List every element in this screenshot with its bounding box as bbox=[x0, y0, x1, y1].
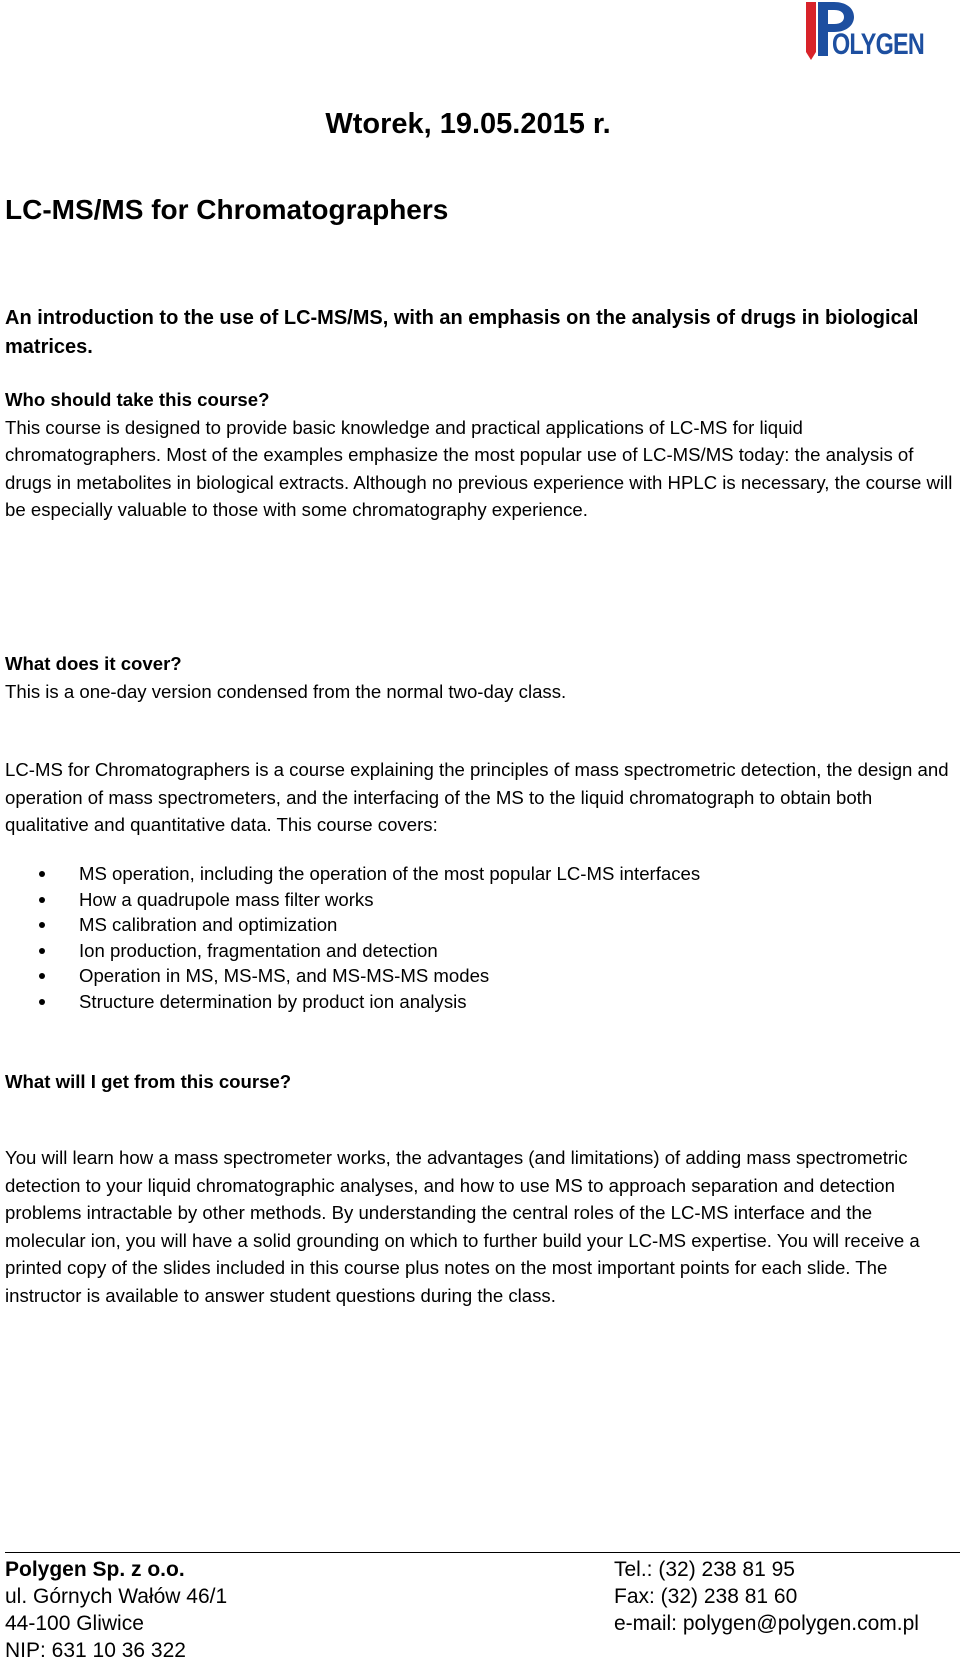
polygen-logo bbox=[804, 2, 924, 64]
section-who-heading: Who should take this course? bbox=[5, 389, 270, 410]
list-item-text: MS calibration and optimization bbox=[79, 914, 338, 936]
list-item bbox=[0, 963, 900, 989]
section-get-body: You will learn how a mass spectrometer works, the advantages (and limitations) of adding mass spectrometric detection to your liquid chromatographic analyses, and how to use MS to approach separation and detection problems intractable by other methods. By understanding the central roles of the LC-MS interface and the molecular ion, you will have a solid grounding on which to further build your LC-MS expertise. You will receive a printed copy of the slides included in this course plus notes on the most important points for each slide. The instructor is available to answer student questions during the class. bbox=[5, 1147, 920, 1306]
footer-divider bbox=[5, 1552, 960, 1553]
list-item bbox=[0, 912, 900, 938]
list-item bbox=[0, 861, 900, 887]
section-cover-intro: LC-MS for Chromatographers is a course explaining the principles of mass spectrometric detection, the design and operation of mass spectrometers, and the interfacing of the MS to the liquid chromatograph to obtain both qualitative and quantitative data. This course covers: bbox=[5, 759, 949, 835]
list-item bbox=[0, 989, 900, 1015]
footer-tel: Tel.: (32) 238 81 95 bbox=[614, 1558, 795, 1581]
section-cover bbox=[5, 650, 955, 705]
section-get-heading: What will I get from this course? bbox=[5, 1071, 292, 1092]
document-date bbox=[0, 108, 960, 141]
footer-email[interactable]: e-mail: polygen@polygen.com.pl bbox=[614, 1612, 919, 1635]
list-item bbox=[0, 887, 900, 913]
bullet-icon bbox=[39, 973, 45, 979]
logo-wordmark: OLYGEN bbox=[832, 28, 924, 61]
list-item-text: Operation in MS, MS-MS, and MS-MS-MS modes bbox=[79, 965, 490, 987]
bullet-icon bbox=[39, 999, 45, 1005]
footer-contact bbox=[614, 1556, 919, 1637]
list-item-text: MS operation, including the operation of the most popular LC-MS interfaces bbox=[79, 863, 701, 884]
bullet-icon bbox=[39, 871, 45, 877]
bullet-icon bbox=[39, 897, 45, 903]
section-cover-body: This is a one-day version condensed from the normal two-day class. bbox=[5, 680, 567, 702]
course-subtitle: An introduction to the use of LC-MS/MS, with an emphasis on the analysis of drugs in biological matrices. bbox=[5, 307, 919, 358]
footer-street: ul. Górnych Wałów 46/1 bbox=[5, 1585, 228, 1608]
bullet-icon bbox=[39, 922, 45, 928]
footer-address bbox=[5, 1556, 227, 1664]
footer-city: 44-100 Gliwice bbox=[5, 1612, 144, 1635]
course-title: LC-MS/MS for Chromatographers bbox=[5, 194, 449, 225]
footer-nip: NIP: 631 10 36 322 bbox=[5, 1639, 186, 1662]
list-item bbox=[0, 938, 900, 964]
section-who-body: This course is designed to provide basic knowledge and practical applications of LC-MS for liquid chromatographers. Most of the examples emphasize the most popular use of LC-MS/MS today: the analysis of drugs in metabolites in biological extracts. Although no previous experience with HPLC is necessary, the course will be especially valuable to those with some chromatography experience. bbox=[5, 416, 953, 520]
section-cover-heading: What does it cover? bbox=[5, 653, 182, 674]
footer-company: Polygen Sp. z o.o. bbox=[5, 1558, 185, 1581]
date-text: Wtorek, 19.05.2015 r. bbox=[325, 108, 611, 140]
list-item-text: Ion production, fragmentation and detection bbox=[79, 939, 438, 961]
section-who-content bbox=[5, 386, 955, 524]
bullet-icon bbox=[39, 948, 45, 954]
footer-fax: Fax: (32) 238 81 60 bbox=[614, 1585, 798, 1608]
list-item-text: How a quadrupole mass filter works bbox=[79, 888, 374, 910]
list-item-text: Structure determination by product ion analysis bbox=[79, 990, 467, 1012]
course-topics-list bbox=[0, 861, 900, 1015]
